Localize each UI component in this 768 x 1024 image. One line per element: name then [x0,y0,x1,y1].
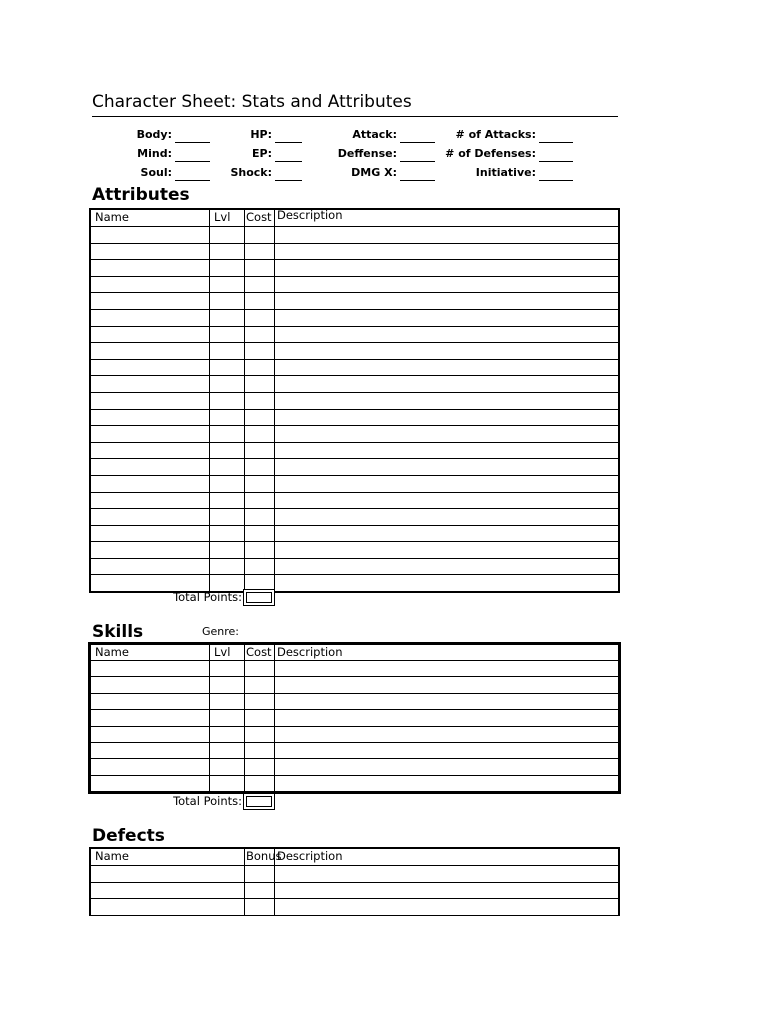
stat-field-ep[interactable] [275,161,302,162]
attributes-cell[interactable] [210,426,245,443]
header-description: Description [275,645,619,661]
skills-cell[interactable] [91,742,210,758]
stat-label-hp: HP: [250,128,272,141]
stat-field-body[interactable] [175,142,210,143]
header-lvl: Lvl [210,210,245,227]
attributes-cell[interactable] [210,492,245,509]
attributes-cell[interactable] [210,309,245,326]
attributes-cell[interactable] [91,227,210,244]
stat-label-num-defenses: # of Defenses: [445,147,536,160]
stat-field-num-attacks[interactable] [539,142,573,143]
skills-row [91,661,619,677]
attributes-cell[interactable] [245,492,275,509]
attributes-total-label: Total Points: [173,590,242,604]
stat-label-ep: EP: [252,147,272,160]
attributes-cell[interactable] [210,343,245,360]
attributes-cell[interactable] [245,442,275,459]
attributes-cell[interactable] [245,293,275,310]
attributes-cell[interactable] [275,359,619,376]
attributes-cell[interactable] [210,376,245,393]
stat-label-num-attacks: # of Attacks: [455,128,536,141]
defects-cell[interactable] [91,866,245,883]
stat-label-mind: Mind: [137,147,172,160]
attributes-cell[interactable] [275,392,619,409]
attributes-cell[interactable] [245,376,275,393]
skills-cell[interactable] [91,693,210,709]
attributes-cell[interactable] [275,426,619,443]
skills-header-row [91,645,619,661]
skills-row [91,677,619,693]
skills-cell[interactable] [245,759,275,775]
skills-cell[interactable] [245,726,275,742]
skills-row [91,710,619,726]
defects-cell[interactable] [91,882,245,899]
header-name: Name [91,210,210,227]
attributes-cell[interactable] [275,227,619,244]
skills-cell[interactable] [210,775,245,791]
stat-label-soul: Soul: [140,166,172,179]
skills-cell[interactable] [91,710,210,726]
attributes-cell[interactable] [210,227,245,244]
attributes-cell[interactable] [91,475,210,492]
skills-cell[interactable] [210,661,245,677]
stat-label-attack: Attack: [352,128,397,141]
header-cost: Cost [245,645,275,661]
skills-row [91,742,619,758]
attributes-cell[interactable] [275,243,619,260]
attributes-cell[interactable] [275,525,619,542]
stat-field-shock[interactable] [275,180,302,181]
attributes-cell[interactable] [245,359,275,376]
attributes-cell[interactable] [210,326,245,343]
attributes-cell[interactable] [275,293,619,310]
skills-table [90,644,619,792]
defects-row [91,866,619,883]
attributes-cell[interactable] [91,459,210,476]
attributes-cell[interactable] [245,243,275,260]
stat-label-initiative: Initiative: [475,166,536,179]
skills-cell[interactable] [275,693,619,709]
defects-cell[interactable] [275,866,619,883]
attributes-cell[interactable] [210,243,245,260]
attributes-cell[interactable] [245,309,275,326]
attributes-cell[interactable] [275,459,619,476]
stat-label-defense: Deffense: [337,147,397,160]
attributes-cell[interactable] [91,542,210,559]
header-lvl: Lvl [210,645,245,661]
skills-cell[interactable] [91,726,210,742]
skills-cell[interactable] [210,677,245,693]
header-description: Description [275,849,619,866]
attributes-cell[interactable] [275,542,619,559]
attributes-cell[interactable] [210,260,245,277]
attributes-cell[interactable] [245,542,275,559]
attributes-cell[interactable] [275,376,619,393]
stat-field-soul[interactable] [175,180,210,181]
attributes-cell[interactable] [245,459,275,476]
attributes-cell[interactable] [275,343,619,360]
defects-cell[interactable] [245,882,275,899]
attributes-cell[interactable] [91,359,210,376]
attributes-row [91,293,619,310]
attributes-row [91,426,619,443]
skills-row [91,775,619,791]
attributes-cell[interactable] [275,309,619,326]
attributes-cell[interactable] [210,359,245,376]
attributes-cell[interactable] [210,293,245,310]
skills-row [91,726,619,742]
attributes-header-row [91,210,619,227]
skills-cell[interactable] [210,693,245,709]
attributes-cell[interactable] [210,276,245,293]
page-title: Character Sheet: Stats and Attributes [92,92,412,112]
attributes-cell[interactable] [210,475,245,492]
page-bottom-margin [80,916,640,1024]
attributes-row [91,409,619,426]
attributes-cell[interactable] [91,376,210,393]
attributes-cell[interactable] [91,492,210,509]
skills-cell[interactable] [91,661,210,677]
attributes-row [91,309,619,326]
skills-cell[interactable] [91,677,210,693]
attributes-cell[interactable] [91,525,210,542]
header-bonus: Bonus [245,849,275,866]
attributes-cell[interactable] [210,442,245,459]
attributes-cell[interactable] [91,558,210,575]
attributes-cell[interactable] [91,343,210,360]
attributes-row [91,442,619,459]
header-cost: Cost [245,210,275,227]
attributes-cell[interactable] [245,426,275,443]
title-divider [92,116,618,117]
attributes-cell[interactable] [91,392,210,409]
skills-cell[interactable] [275,677,619,693]
skills-row [91,759,619,775]
attributes-row [91,509,619,526]
skills-row [91,693,619,709]
attributes-cell[interactable] [275,409,619,426]
skills-cell[interactable] [245,775,275,791]
attributes-row [91,392,619,409]
attributes-cell[interactable] [245,392,275,409]
attributes-row [91,326,619,343]
attributes-row [91,558,619,575]
attributes-cell[interactable] [245,326,275,343]
defects-heading: Defects [92,826,165,846]
skills-cell[interactable] [245,661,275,677]
attributes-cell[interactable] [275,475,619,492]
attributes-cell[interactable] [275,558,619,575]
header-name: Name [91,849,245,866]
attributes-row [91,542,619,559]
attributes-cell[interactable] [91,276,210,293]
attributes-row [91,276,619,293]
defects-cell[interactable] [91,899,245,916]
attributes-cell[interactable] [210,542,245,559]
attributes-row [91,525,619,542]
attributes-cell[interactable] [245,509,275,526]
attributes-cell[interactable] [91,260,210,277]
attributes-cell[interactable] [245,343,275,360]
attributes-cell[interactable] [91,309,210,326]
skills-cell[interactable] [275,726,619,742]
attributes-cell[interactable] [245,276,275,293]
skills-cell[interactable] [245,693,275,709]
skills-genre-label: Genre: [202,625,240,638]
attributes-cell[interactable] [275,260,619,277]
defects-cell[interactable] [245,866,275,883]
skills-cell[interactable] [91,775,210,791]
attributes-row [91,376,619,393]
attributes-cell[interactable] [91,243,210,260]
attributes-cell[interactable] [91,509,210,526]
skills-cell[interactable] [275,759,619,775]
stat-field-mind[interactable] [175,161,210,162]
skills-total-box[interactable] [243,793,275,810]
attributes-cell[interactable] [91,426,210,443]
skills-heading: Skills [92,622,144,642]
attributes-cell[interactable] [275,276,619,293]
stat-label-body: Body: [136,128,172,141]
stat-field-initiative[interactable] [539,180,573,181]
skills-cell[interactable] [275,710,619,726]
stat-label-dmg-x: DMG X: [351,166,397,179]
attributes-cell[interactable] [210,459,245,476]
attributes-cell[interactable] [245,475,275,492]
attributes-row [91,243,619,260]
attributes-row [91,359,619,376]
attributes-cell[interactable] [275,326,619,343]
skills-total-label: Total Points: [173,794,242,808]
attributes-cell[interactable] [275,509,619,526]
attributes-cell[interactable] [91,326,210,343]
stat-field-num-defenses[interactable] [539,161,573,162]
stat-field-dmg-x[interactable] [400,180,435,181]
attributes-row [91,459,619,476]
attributes-heading: Attributes [92,185,190,205]
header-description: Description [275,210,619,227]
skills-cell[interactable] [245,677,275,693]
attributes-cell[interactable] [245,558,275,575]
attributes-cell[interactable] [91,409,210,426]
skills-cell[interactable] [210,726,245,742]
attributes-row [91,260,619,277]
skills-cell[interactable] [275,775,619,791]
attributes-table [90,209,619,592]
attributes-cell[interactable] [275,575,619,592]
attributes-cell[interactable] [275,442,619,459]
attributes-cell[interactable] [275,492,619,509]
attributes-row [91,343,619,360]
defects-row [91,882,619,899]
attributes-cell[interactable] [210,558,245,575]
header-name: Name [91,645,210,661]
skills-cell[interactable] [210,742,245,758]
defects-cell[interactable] [275,882,619,899]
attributes-cell[interactable] [210,509,245,526]
skills-cell[interactable] [275,661,619,677]
attributes-cell[interactable] [245,260,275,277]
attributes-row [91,492,619,509]
skills-cell[interactable] [91,759,210,775]
attributes-cell[interactable] [91,442,210,459]
attributes-cell[interactable] [245,227,275,244]
attributes-row [91,227,619,244]
attributes-total-box[interactable] [243,589,275,606]
stat-field-attack[interactable] [400,142,435,143]
attributes-cell[interactable] [210,392,245,409]
skills-cell[interactable] [210,759,245,775]
stat-label-shock: Shock: [230,166,272,179]
defects-header-row [91,849,619,866]
attributes-cell[interactable] [245,409,275,426]
defects-row [91,899,619,916]
skills-cell[interactable] [245,710,275,726]
skills-cell[interactable] [210,710,245,726]
attributes-cell[interactable] [210,409,245,426]
defects-cell[interactable] [245,899,275,916]
skills-cell[interactable] [245,742,275,758]
defects-cell[interactable] [275,899,619,916]
stat-field-defense[interactable] [400,161,435,162]
stat-field-hp[interactable] [275,142,302,143]
skills-cell[interactable] [275,742,619,758]
attributes-cell[interactable] [210,525,245,542]
attributes-cell[interactable] [245,525,275,542]
defects-table [90,848,619,916]
attributes-row [91,475,619,492]
attributes-cell[interactable] [91,293,210,310]
